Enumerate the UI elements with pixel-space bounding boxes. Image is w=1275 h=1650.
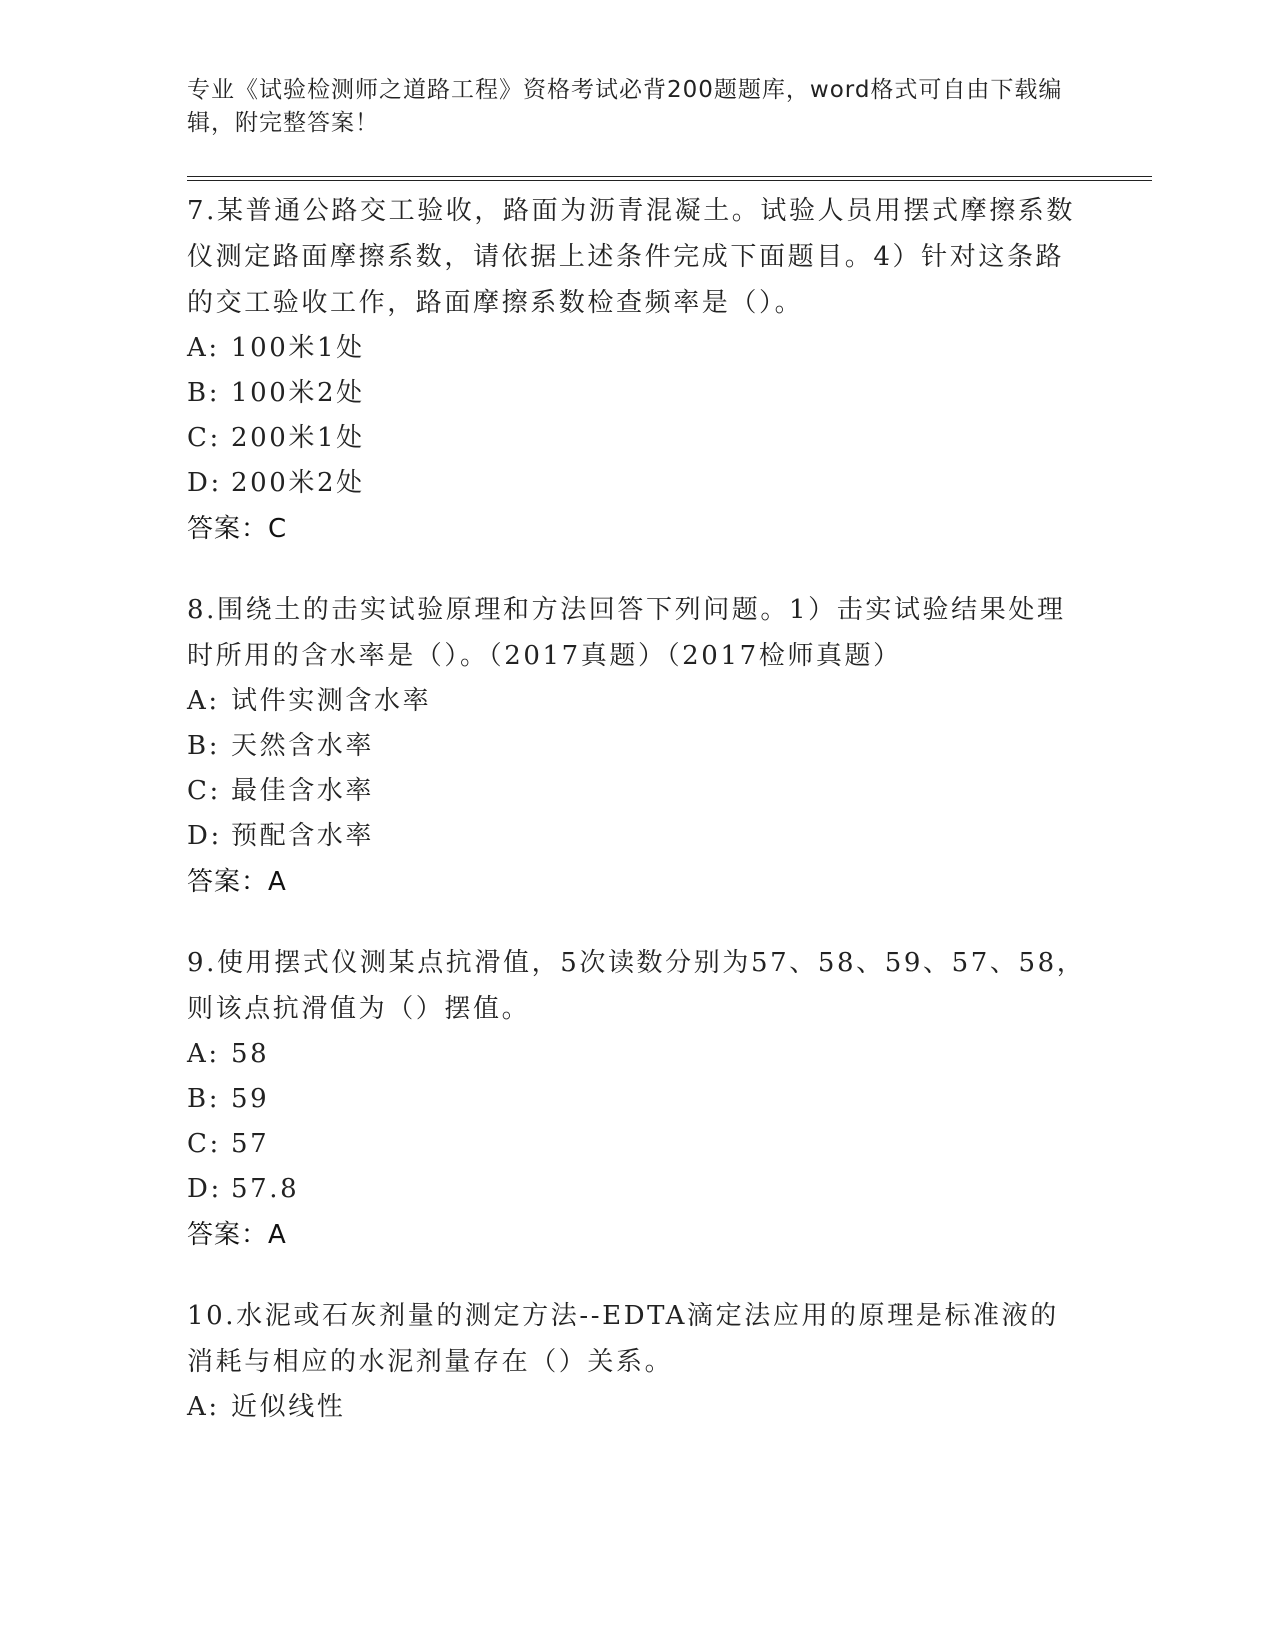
- option-text: 57: [231, 1129, 270, 1159]
- option-key: C:: [187, 423, 221, 453]
- option-c: [187, 1122, 1087, 1167]
- answer-line: 答案：A: [187, 867, 287, 897]
- option-key: D:: [187, 821, 222, 851]
- option-text: 近似线性: [231, 1392, 346, 1422]
- document-header: 专业《试验检测师之道路工程》资格考试必背200题题库，word格式可自由下载编辑，附完整答案！: [187, 77, 1063, 136]
- question-item: [187, 1293, 1087, 1430]
- option-b: [187, 371, 1087, 416]
- option-text: 试件实测含水率: [231, 686, 432, 716]
- option-key: B:: [187, 378, 221, 408]
- option-text: 天然含水率: [231, 731, 375, 761]
- question-stem: 10.水泥或石灰剂量的测定方法--EDTA滴定法应用的原理是标准液的消耗与相应的水泥剂量存在（）关系。: [187, 1301, 1059, 1377]
- option-key: C:: [187, 1129, 221, 1159]
- option-key: A:: [187, 1039, 220, 1069]
- option-key: C:: [187, 776, 221, 806]
- option-key: A:: [187, 1392, 220, 1422]
- answer-line: 答案：A: [187, 1220, 287, 1250]
- option-d: [187, 1167, 1087, 1212]
- answer-line: 答案：C: [187, 514, 288, 544]
- question-item: [187, 587, 1087, 905]
- option-key: B:: [187, 731, 221, 761]
- option-key: A:: [187, 686, 220, 716]
- option-text: 59: [231, 1084, 270, 1114]
- option-text: 预配含水率: [231, 821, 375, 851]
- question-list: [187, 188, 1087, 1465]
- option-b: [187, 1077, 1087, 1122]
- option-text: 100米1处: [231, 333, 365, 363]
- option-text: 57.8: [231, 1174, 300, 1204]
- option-key: A:: [187, 333, 220, 363]
- question-stem: 8.围绕土的击实试验原理和方法回答下列问题。1）击实试验结果处理时所用的含水率是（）。（2017真题）（2017检师真题）: [187, 595, 1066, 671]
- option-b: [187, 724, 1087, 769]
- option-text: 58: [231, 1039, 270, 1069]
- option-text: 100米2处: [231, 378, 365, 408]
- option-key: D:: [187, 1174, 222, 1204]
- option-a: [187, 679, 1087, 724]
- option-a: [187, 1032, 1087, 1077]
- option-text: 200米1处: [231, 423, 365, 453]
- option-d: [187, 461, 1087, 506]
- option-a: [187, 326, 1087, 371]
- option-key: B:: [187, 1084, 221, 1114]
- question-stem: 7.某普通公路交工验收，路面为沥青混凝土。试验人员用摆式摩擦系数仪测定路面摩擦系数，请依据上述条件完成下面题目。4）针对这条路的交工验收工作，路面摩擦系数检查频率是（）。: [187, 196, 1076, 318]
- option-a: [187, 1385, 1087, 1430]
- option-key: D:: [187, 468, 222, 498]
- option-d: [187, 814, 1087, 859]
- question-item: [187, 188, 1087, 552]
- option-text: 200米2处: [231, 468, 365, 498]
- question-item: [187, 940, 1087, 1258]
- option-c: [187, 416, 1087, 461]
- question-stem: 9.使用摆式仪测某点抗滑值，5次读数分别为57、58、59、57、58，则该点抗滑值为（）摆值。: [187, 948, 1086, 1024]
- option-c: [187, 769, 1087, 814]
- option-text: 最佳含水率: [231, 776, 375, 806]
- header-divider: [187, 176, 1152, 181]
